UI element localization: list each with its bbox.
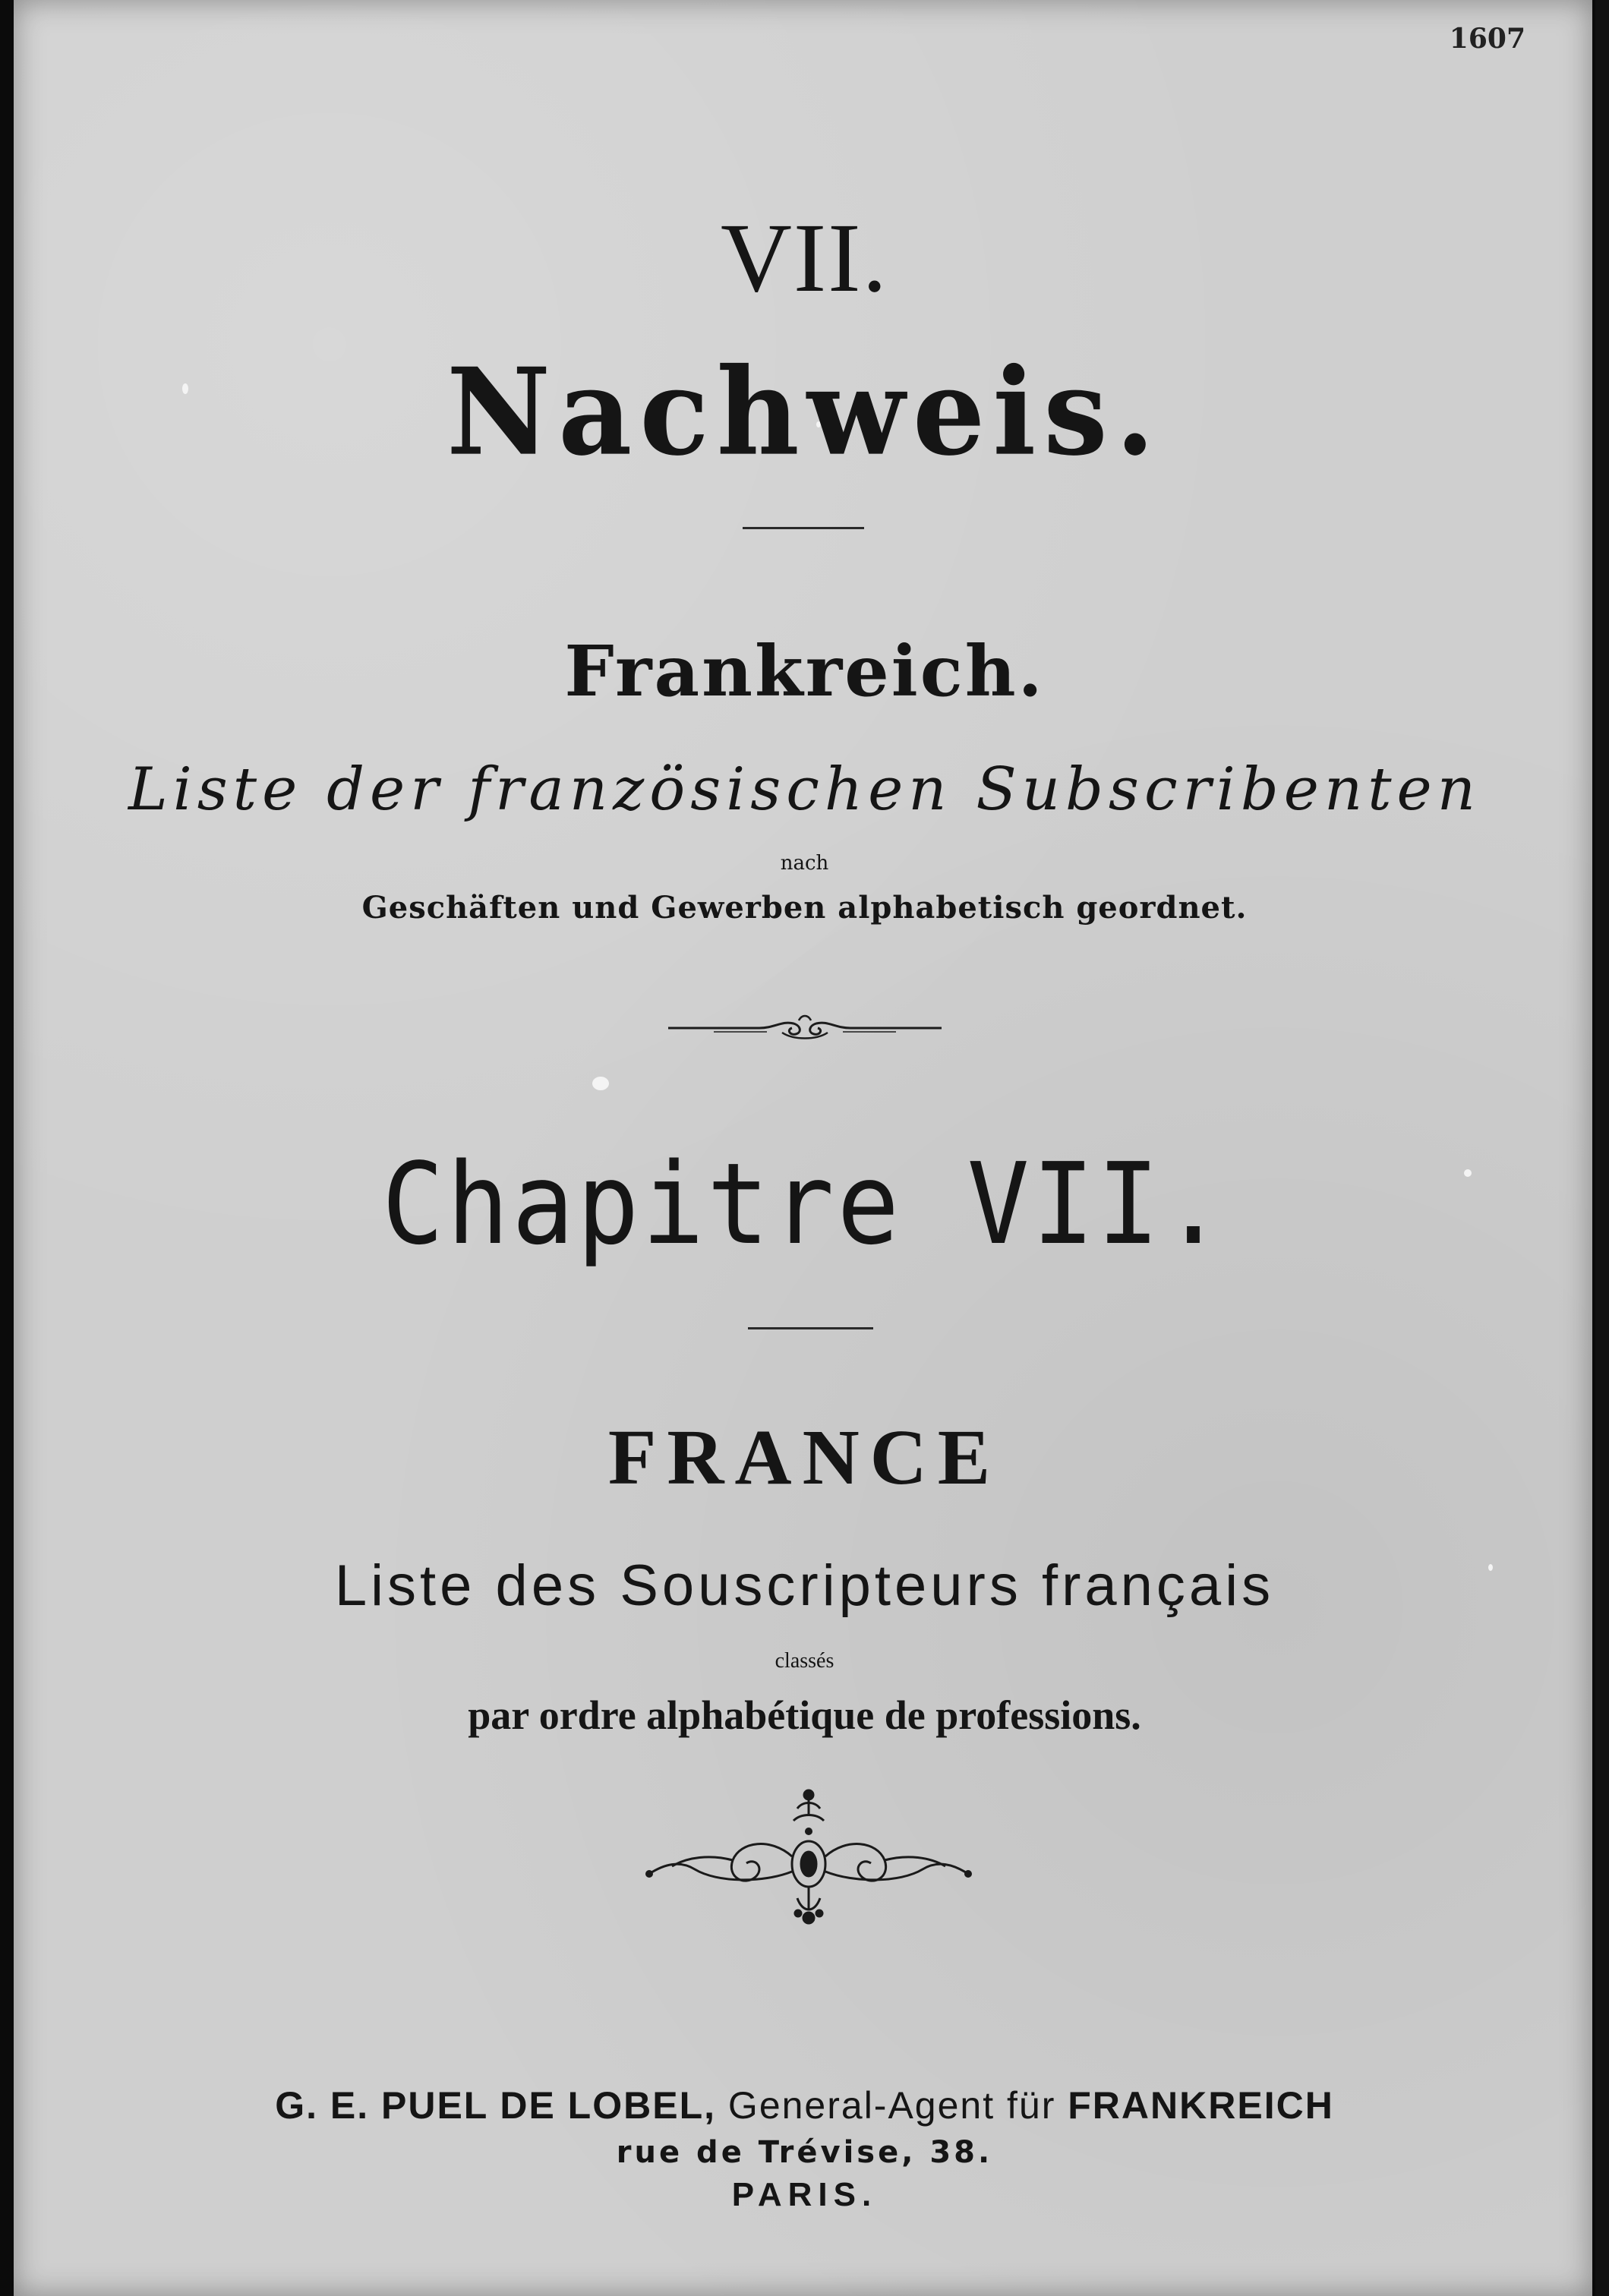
french-list-title: Liste des Souscripteurs français [334, 1553, 1275, 1618]
french-connector: classés [775, 1649, 834, 1673]
agent-name: G. E. PUEL DE LOBEL, [275, 2084, 717, 2127]
agent-country: FRANKREICH [1068, 2084, 1334, 2127]
german-connector: nach [780, 852, 829, 875]
separator-rule [743, 527, 864, 529]
french-ordering: par ordre alphabétique de professions. [468, 1692, 1141, 1738]
german-heading: Nachweis. [446, 342, 1163, 483]
agent-street-address: rue de Trévise, 38. [616, 2135, 993, 2170]
french-chapter-title: Chapitre VII. [381, 1139, 1228, 1269]
german-ordering: Geschäften und Gewerben alphabetisch geordnet. [361, 890, 1248, 926]
agent-role: General-Agent für [727, 2084, 1056, 2127]
flourish-ornament [668, 1010, 942, 1048]
page-number: 1607 [1449, 23, 1525, 55]
french-country-title: FRANCE [607, 1414, 1002, 1501]
agent-line [0, 2083, 1609, 2127]
chapter-number-roman: VII. [721, 203, 888, 313]
floral-vignette-ornament [642, 1784, 976, 1929]
german-list-title: Liste der französischen Subscribenten [128, 755, 1481, 824]
german-country-title: Frankreich. [564, 630, 1045, 712]
separator-rule [748, 1327, 873, 1329]
dust-speck [592, 1077, 609, 1090]
agent-city: PARIS. [731, 2176, 878, 2213]
